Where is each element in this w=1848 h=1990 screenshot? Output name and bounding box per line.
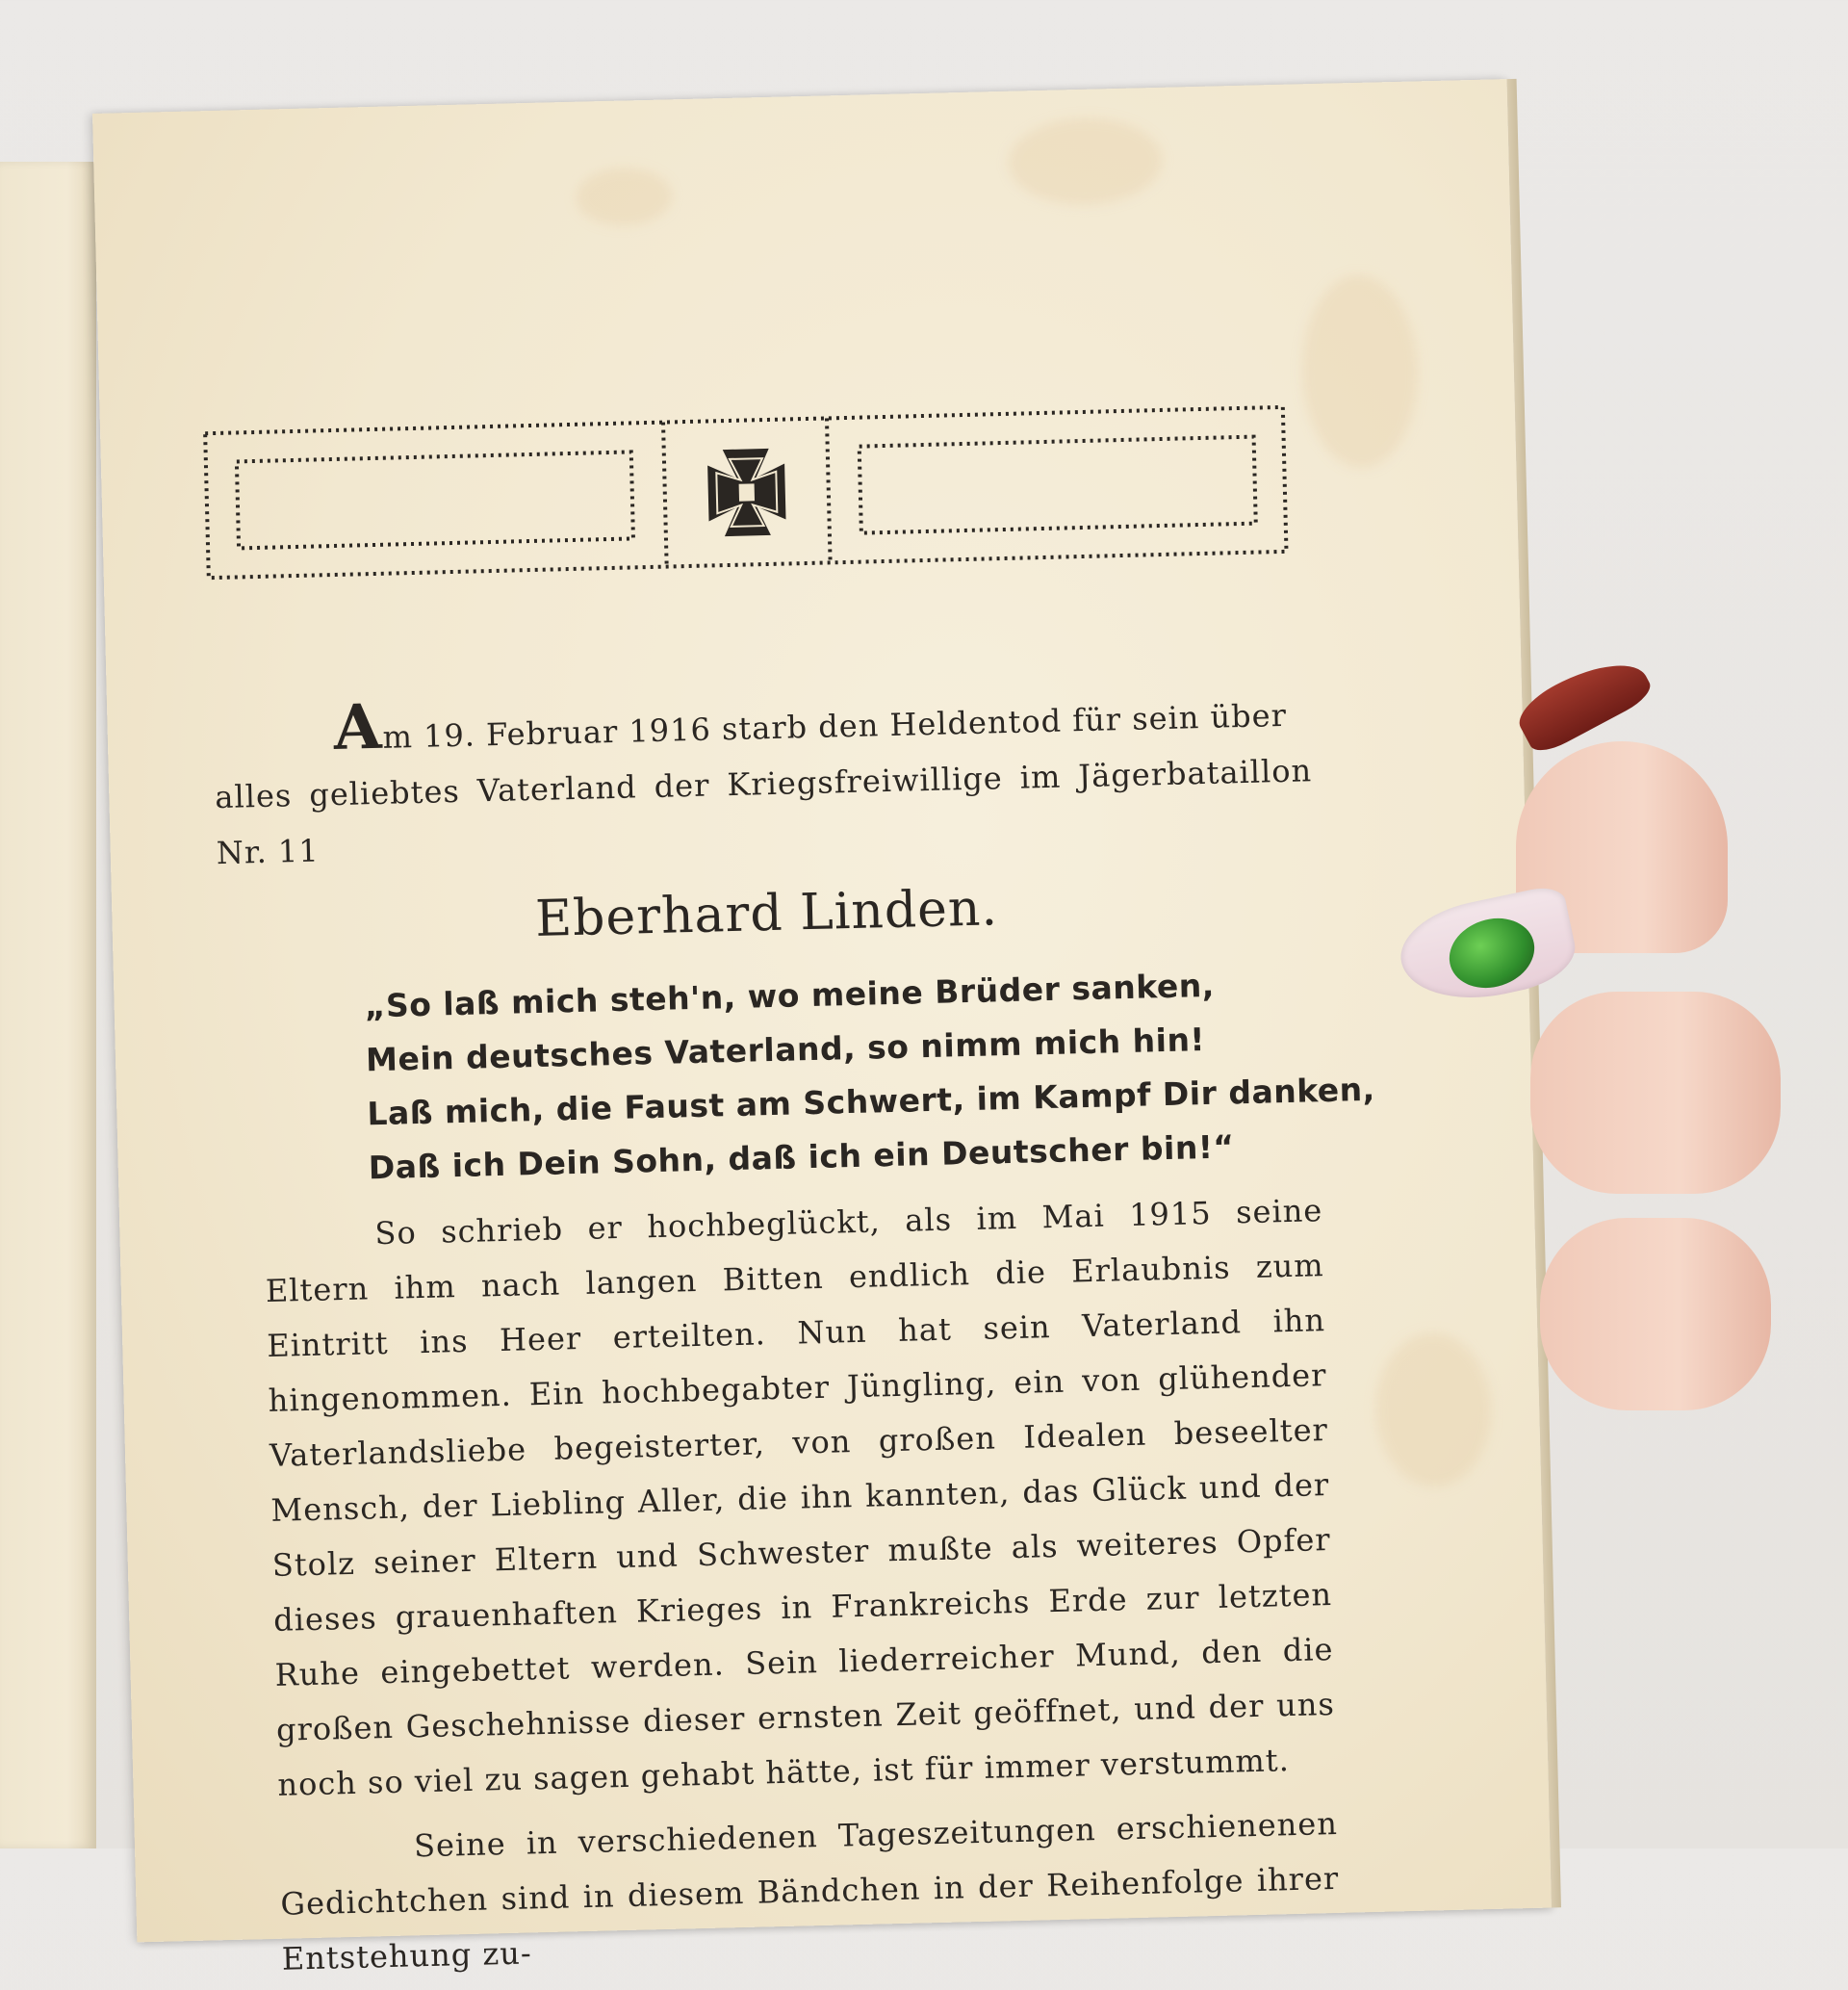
poem-quote (364, 956, 1376, 1195)
iron-cross-icon (703, 448, 791, 536)
paper-stain (1300, 273, 1421, 469)
intro-line-1: m 19. Februar 1916 starb den Heldentod für sein über (382, 696, 1288, 756)
poem-line: „So laß mich steh'n, wo meine Brüder sanken, (364, 966, 1216, 1025)
body-paragraph-2: Seine in verschiedenen Tageszeitungen erschienenen Gedichtchen sind in diesem Bändchen in der Reihenfolge ihrer Entstehung zu- (280, 1804, 1340, 1977)
poem-line: Mein deutsches Vaterland, so nimm mich hin! (365, 1021, 1206, 1079)
page-edge (1507, 79, 1561, 1908)
paper-stain (1007, 116, 1163, 207)
left-page-edge (0, 162, 96, 1848)
right-panel-frame (860, 437, 1256, 533)
finger (1540, 1218, 1771, 1410)
paper-stain (1373, 1331, 1493, 1488)
divider-right (827, 418, 831, 562)
body-paragraph-1: So schrieb er hochbeglückt, als im Mai 1915 seine Eltern ihm nach langen Bitten endlich die Erlaubnis zum Eintritt ins Heer erteilten. Nun hat sein Vaterland ihn hingenommen. Ein hochbegabter Jüngling, ein von glühender Vaterlandsliebe begeisterter, von großen Idealen beseelter Mensch, der Liebling Aller, die ihn kannten, das Glück und der Stolz seiner Eltern und Schwester mußte als weiteres Opfer dieses grauenhaften Krieges in Frankreichs Erde zur letzten Ruhe eingebettet werden. Sein liederreicher Mund, den die großen Geschehnisse dieser ernsten Zeit geöffnet, und der uns noch so viel zu sagen gehabt hätte, ist für immer verstummt. (265, 1192, 1336, 1803)
drop-cap: A (332, 690, 384, 765)
intro-paragraph (213, 685, 1314, 881)
divider-left (663, 423, 667, 567)
poem-line: Laß mich, die Faust am Schwert, im Kampf Dir danken, (366, 1070, 1376, 1133)
intro-line-2: alles geliebtes Vaterland der Kriegsfreiwillige im Jägerbataillon Nr. 11 (214, 752, 1313, 872)
paper-stain (576, 167, 673, 226)
honoree-name: Eberhard Linden. (534, 879, 999, 948)
finger (1530, 992, 1781, 1194)
page-text (213, 685, 1376, 1987)
decorative-border (201, 398, 1293, 588)
left-panel-frame (237, 452, 633, 548)
poem-line: Daß ich Dein Sohn, daß ich ein Deutscher bin!“ (368, 1127, 1235, 1187)
ornament-svg (201, 398, 1293, 588)
book-page (92, 79, 1552, 1977)
